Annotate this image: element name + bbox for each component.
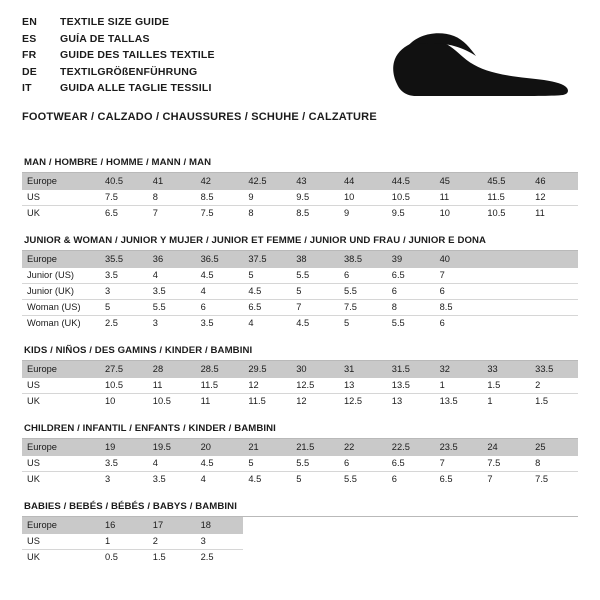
size-cell: 11.5 bbox=[248, 396, 266, 407]
size-cell: 4 bbox=[248, 318, 254, 329]
size-cell: 5.5 bbox=[291, 267, 339, 283]
table-row bbox=[22, 205, 578, 221]
empty-cell bbox=[387, 549, 435, 565]
size-cell: 8 bbox=[248, 208, 254, 219]
language-code: DE bbox=[22, 65, 37, 78]
empty-cell bbox=[530, 299, 578, 315]
size-cell: 20 bbox=[196, 439, 244, 455]
row-label: US bbox=[22, 189, 100, 205]
size-cell: 28.5 bbox=[196, 361, 244, 377]
size-cell: 8 bbox=[387, 299, 435, 315]
table-row bbox=[22, 455, 578, 471]
size-cell: 8.5 bbox=[196, 189, 244, 205]
empty-cell bbox=[339, 533, 387, 549]
empty-cell bbox=[482, 299, 530, 315]
empty-cell bbox=[435, 517, 483, 533]
empty-cell bbox=[530, 549, 578, 565]
row-label: Europe bbox=[22, 439, 100, 455]
table-row bbox=[22, 283, 578, 299]
size-cell: 33 bbox=[482, 361, 530, 377]
language-title: GUIDE DES TAILLES TEXTILE bbox=[60, 49, 215, 61]
size-cell: 5.5 bbox=[343, 474, 357, 485]
row-label: Woman (UK) bbox=[27, 318, 81, 329]
table-row bbox=[22, 517, 578, 533]
row-label: US bbox=[22, 533, 100, 549]
size-section bbox=[22, 501, 578, 565]
size-cell: 21 bbox=[243, 439, 291, 455]
size-cell: 22 bbox=[339, 439, 387, 455]
size-cell: 31.5 bbox=[387, 361, 435, 377]
size-cell: 5 bbox=[343, 318, 350, 329]
size-cell: 5.5 bbox=[391, 318, 405, 329]
size-cell: 43 bbox=[291, 173, 339, 189]
size-cell: 4 bbox=[148, 267, 196, 283]
section-title: CHILDREN / INFANTIL / ENFANTS / KINDER / BAMBINI bbox=[22, 423, 578, 439]
empty-cell bbox=[482, 251, 530, 267]
size-cell: 6.5 bbox=[387, 455, 435, 471]
empty-cell bbox=[482, 267, 530, 283]
empty-cell bbox=[243, 533, 291, 549]
empty-cell bbox=[387, 517, 435, 533]
size-cell: 12 bbox=[243, 377, 291, 393]
size-cell: 8 bbox=[530, 455, 578, 471]
row-label: UK bbox=[27, 474, 40, 485]
size-cell: 19.5 bbox=[148, 439, 196, 455]
size-cell: 3 bbox=[196, 533, 244, 549]
empty-cell bbox=[482, 549, 530, 565]
empty-cell bbox=[530, 517, 578, 533]
row-label: UK bbox=[27, 208, 40, 219]
size-cell: 13 bbox=[391, 396, 403, 407]
size-cell: 1.5 bbox=[482, 377, 530, 393]
size-cell: 42 bbox=[196, 173, 244, 189]
size-cell: 7 bbox=[487, 474, 493, 485]
table-row bbox=[22, 439, 578, 455]
size-cell: 12 bbox=[296, 396, 307, 407]
empty-cell bbox=[530, 533, 578, 549]
size-cell: 9 bbox=[243, 189, 291, 205]
size-cell: 7.5 bbox=[200, 208, 214, 219]
row-label: Europe bbox=[22, 517, 100, 533]
size-cell: 6 bbox=[339, 455, 387, 471]
empty-cell bbox=[243, 549, 291, 565]
size-cell: 10.5 bbox=[100, 377, 148, 393]
size-cell: 5 bbox=[243, 455, 291, 471]
table-row bbox=[22, 189, 578, 205]
size-cell: 8.5 bbox=[296, 208, 310, 219]
size-cell: 3.5 bbox=[100, 455, 148, 471]
size-cell: 32 bbox=[435, 361, 483, 377]
section-title: KIDS / NIÑOS / DES GAMINS / KINDER / BAMBINI bbox=[22, 345, 578, 361]
size-cell: 4.5 bbox=[196, 267, 244, 283]
size-cell: 8 bbox=[148, 189, 196, 205]
size-cell: 12 bbox=[530, 189, 578, 205]
language-code: ES bbox=[22, 32, 37, 45]
size-cell: 10 bbox=[439, 208, 450, 219]
size-cell: 7 bbox=[291, 299, 339, 315]
row-label: Europe bbox=[22, 173, 100, 189]
empty-cell bbox=[482, 283, 530, 299]
size-cell: 18 bbox=[196, 517, 244, 533]
empty-cell bbox=[291, 517, 339, 533]
size-cell: 10.5 bbox=[487, 208, 506, 219]
size-cell: 0.5 bbox=[105, 552, 118, 563]
row-label: UK bbox=[27, 552, 40, 563]
size-cell: 3.5 bbox=[100, 267, 148, 283]
size-cell: 11.5 bbox=[482, 189, 530, 205]
size-cell: 8.5 bbox=[435, 299, 483, 315]
size-cell: 11.5 bbox=[196, 377, 244, 393]
size-cell: 45 bbox=[435, 173, 483, 189]
language-title: GUIDA ALLE TAGLIE TESSILI bbox=[60, 82, 212, 94]
size-cell: 4.5 bbox=[243, 283, 291, 299]
size-cell: 6 bbox=[439, 318, 445, 329]
section-title: JUNIOR & WOMAN / JUNIOR Y MUJER / JUNIOR ET FEMME / JUNIOR UND FRAU / JUNIOR E DONA bbox=[22, 235, 578, 251]
size-cell: 1.5 bbox=[535, 396, 549, 407]
size-cell: 13.5 bbox=[439, 396, 458, 407]
table-row bbox=[22, 377, 578, 393]
size-table bbox=[22, 517, 578, 565]
table-row bbox=[22, 173, 578, 189]
row-label: Europe bbox=[22, 251, 100, 267]
empty-cell bbox=[339, 517, 387, 533]
size-cell: 11 bbox=[200, 396, 211, 407]
size-cell: 1 bbox=[435, 377, 483, 393]
size-cell: 1 bbox=[487, 396, 493, 407]
size-cell: 4 bbox=[200, 474, 206, 485]
size-cell: 6 bbox=[339, 267, 387, 283]
empty-cell bbox=[387, 533, 435, 549]
size-cell: 3 bbox=[152, 318, 158, 329]
size-cell: 4 bbox=[148, 455, 196, 471]
size-cell: 6 bbox=[387, 283, 435, 299]
size-cell: 7 bbox=[435, 455, 483, 471]
size-cell: 11 bbox=[435, 189, 483, 205]
size-cell: 2.5 bbox=[200, 552, 214, 563]
size-cell: 42.5 bbox=[243, 173, 291, 189]
size-cell: 7.5 bbox=[339, 299, 387, 315]
size-tables bbox=[0, 157, 600, 565]
table-row bbox=[22, 533, 578, 549]
size-cell: 3 bbox=[100, 283, 148, 299]
row-label: Europe bbox=[22, 361, 100, 377]
table-row bbox=[22, 315, 578, 331]
row-label: US bbox=[22, 455, 100, 471]
size-cell: 6 bbox=[391, 474, 397, 485]
size-cell: 41 bbox=[148, 173, 196, 189]
empty-cell bbox=[482, 517, 530, 533]
size-cell: 5.5 bbox=[291, 455, 339, 471]
size-cell: 6.5 bbox=[387, 267, 435, 283]
section-title: MAN / HOMBRE / HOMME / MANN / MAN bbox=[22, 157, 578, 173]
table-row bbox=[22, 471, 578, 487]
size-cell: 9.5 bbox=[291, 189, 339, 205]
row-label: Junior (UK) bbox=[22, 283, 100, 299]
size-cell: 44 bbox=[339, 173, 387, 189]
size-cell: 22.5 bbox=[387, 439, 435, 455]
size-cell: 3 bbox=[105, 474, 111, 485]
empty-cell bbox=[243, 517, 291, 533]
size-cell: 7.5 bbox=[100, 189, 148, 205]
size-section bbox=[22, 345, 578, 409]
size-cell: 5 bbox=[296, 474, 302, 485]
empty-cell bbox=[530, 251, 578, 267]
empty-cell bbox=[530, 283, 578, 299]
table-row bbox=[22, 361, 578, 377]
size-cell: 2 bbox=[530, 377, 578, 393]
size-cell: 35.5 bbox=[100, 251, 148, 267]
size-cell: 28 bbox=[148, 361, 196, 377]
size-table bbox=[22, 361, 578, 409]
size-cell: 12.5 bbox=[343, 396, 363, 407]
size-cell: 3.5 bbox=[148, 283, 196, 299]
size-cell: 6.5 bbox=[243, 299, 291, 315]
row-label: UK bbox=[27, 396, 40, 407]
size-cell: 2.5 bbox=[105, 318, 118, 329]
size-cell: 33.5 bbox=[530, 361, 578, 377]
size-cell: 39 bbox=[387, 251, 435, 267]
empty-cell bbox=[435, 549, 483, 565]
size-cell: 5.5 bbox=[148, 299, 196, 315]
empty-cell bbox=[482, 315, 530, 331]
empty-cell bbox=[435, 533, 483, 549]
size-cell: 6 bbox=[435, 283, 483, 299]
size-cell: 7 bbox=[435, 267, 483, 283]
size-table bbox=[22, 251, 578, 331]
size-cell: 23.5 bbox=[435, 439, 483, 455]
language-title: TEXTILGRÖßENFÜHRUNG bbox=[60, 65, 198, 78]
size-cell: 1 bbox=[100, 533, 148, 549]
size-cell: 45.5 bbox=[482, 173, 530, 189]
size-cell: 9 bbox=[343, 208, 350, 219]
table-row bbox=[22, 251, 578, 267]
size-cell: 38.5 bbox=[339, 251, 387, 267]
size-cell: 10.5 bbox=[387, 189, 435, 205]
size-cell: 4.5 bbox=[248, 474, 262, 485]
size-cell: 16 bbox=[100, 517, 148, 533]
size-cell: 12.5 bbox=[291, 377, 339, 393]
row-label: US bbox=[22, 377, 100, 393]
language-code: FR bbox=[22, 49, 37, 61]
language-code: IT bbox=[22, 82, 32, 94]
size-cell: 36 bbox=[148, 251, 196, 267]
size-cell: 5 bbox=[100, 299, 148, 315]
size-cell: 7.5 bbox=[482, 455, 530, 471]
size-cell: 4.5 bbox=[296, 318, 310, 329]
empty-cell bbox=[291, 533, 339, 549]
language-title: GUÍA DE TALLAS bbox=[60, 32, 150, 45]
size-cell: 10 bbox=[339, 189, 387, 205]
size-cell: 27.5 bbox=[100, 361, 148, 377]
size-cell: 7 bbox=[152, 208, 158, 219]
size-table bbox=[22, 439, 578, 487]
size-cell: 5 bbox=[243, 267, 291, 283]
size-cell: 24 bbox=[482, 439, 530, 455]
size-cell: 3.5 bbox=[152, 474, 166, 485]
language-code: EN bbox=[22, 16, 37, 28]
size-cell: 10.5 bbox=[152, 396, 171, 407]
size-cell: 13.5 bbox=[387, 377, 435, 393]
size-section bbox=[22, 157, 578, 221]
table-row bbox=[22, 299, 578, 315]
size-cell: 21.5 bbox=[291, 439, 339, 455]
size-cell: 37.5 bbox=[243, 251, 291, 267]
size-cell: 36.5 bbox=[196, 251, 244, 267]
section-title: BABIES / BEBÉS / BÉBÉS / BABYS / BAMBINI bbox=[22, 501, 578, 517]
size-cell: 6 bbox=[196, 299, 244, 315]
size-cell: 29.5 bbox=[243, 361, 291, 377]
size-cell: 38 bbox=[291, 251, 339, 267]
size-cell: 6.5 bbox=[439, 474, 453, 485]
size-cell: 11 bbox=[148, 377, 196, 393]
page-title: FOOTWEAR / CALZADO / CHAUSSURES / SCHUHE / CALZATURE bbox=[22, 110, 377, 123]
dress-shoe-icon bbox=[384, 26, 574, 98]
size-cell: 11 bbox=[535, 208, 545, 219]
size-section bbox=[22, 235, 578, 331]
row-label: Woman (US) bbox=[22, 299, 100, 315]
size-cell: 17 bbox=[148, 517, 196, 533]
empty-cell bbox=[339, 549, 387, 565]
size-cell: 6.5 bbox=[105, 208, 118, 219]
size-cell: 40 bbox=[435, 251, 483, 267]
size-cell: 7.5 bbox=[535, 474, 549, 485]
size-cell: 4 bbox=[196, 283, 244, 299]
size-section bbox=[22, 423, 578, 487]
table-row bbox=[22, 393, 578, 409]
table-row bbox=[22, 549, 578, 565]
empty-cell bbox=[530, 267, 578, 283]
size-cell: 19 bbox=[100, 439, 148, 455]
size-table bbox=[22, 173, 578, 221]
size-cell: 44.5 bbox=[387, 173, 435, 189]
size-cell: 2 bbox=[148, 533, 196, 549]
size-cell: 40.5 bbox=[100, 173, 148, 189]
size-cell: 30 bbox=[291, 361, 339, 377]
size-cell: 46 bbox=[530, 173, 578, 189]
empty-cell bbox=[482, 533, 530, 549]
language-title: TEXTILE SIZE GUIDE bbox=[60, 16, 170, 28]
empty-cell bbox=[530, 315, 578, 331]
size-cell: 31 bbox=[339, 361, 387, 377]
size-cell: 5.5 bbox=[339, 283, 387, 299]
size-cell: 3.5 bbox=[200, 318, 214, 329]
table-row bbox=[22, 267, 578, 283]
size-cell: 5 bbox=[291, 283, 339, 299]
row-label: Junior (US) bbox=[22, 267, 100, 283]
size-cell: 1.5 bbox=[152, 552, 166, 563]
size-cell: 9.5 bbox=[391, 208, 405, 219]
size-cell: 10 bbox=[105, 396, 116, 407]
size-cell: 4.5 bbox=[196, 455, 244, 471]
empty-cell bbox=[291, 549, 339, 565]
size-cell: 25 bbox=[530, 439, 578, 455]
page-header bbox=[0, 0, 600, 135]
size-cell: 13 bbox=[339, 377, 387, 393]
